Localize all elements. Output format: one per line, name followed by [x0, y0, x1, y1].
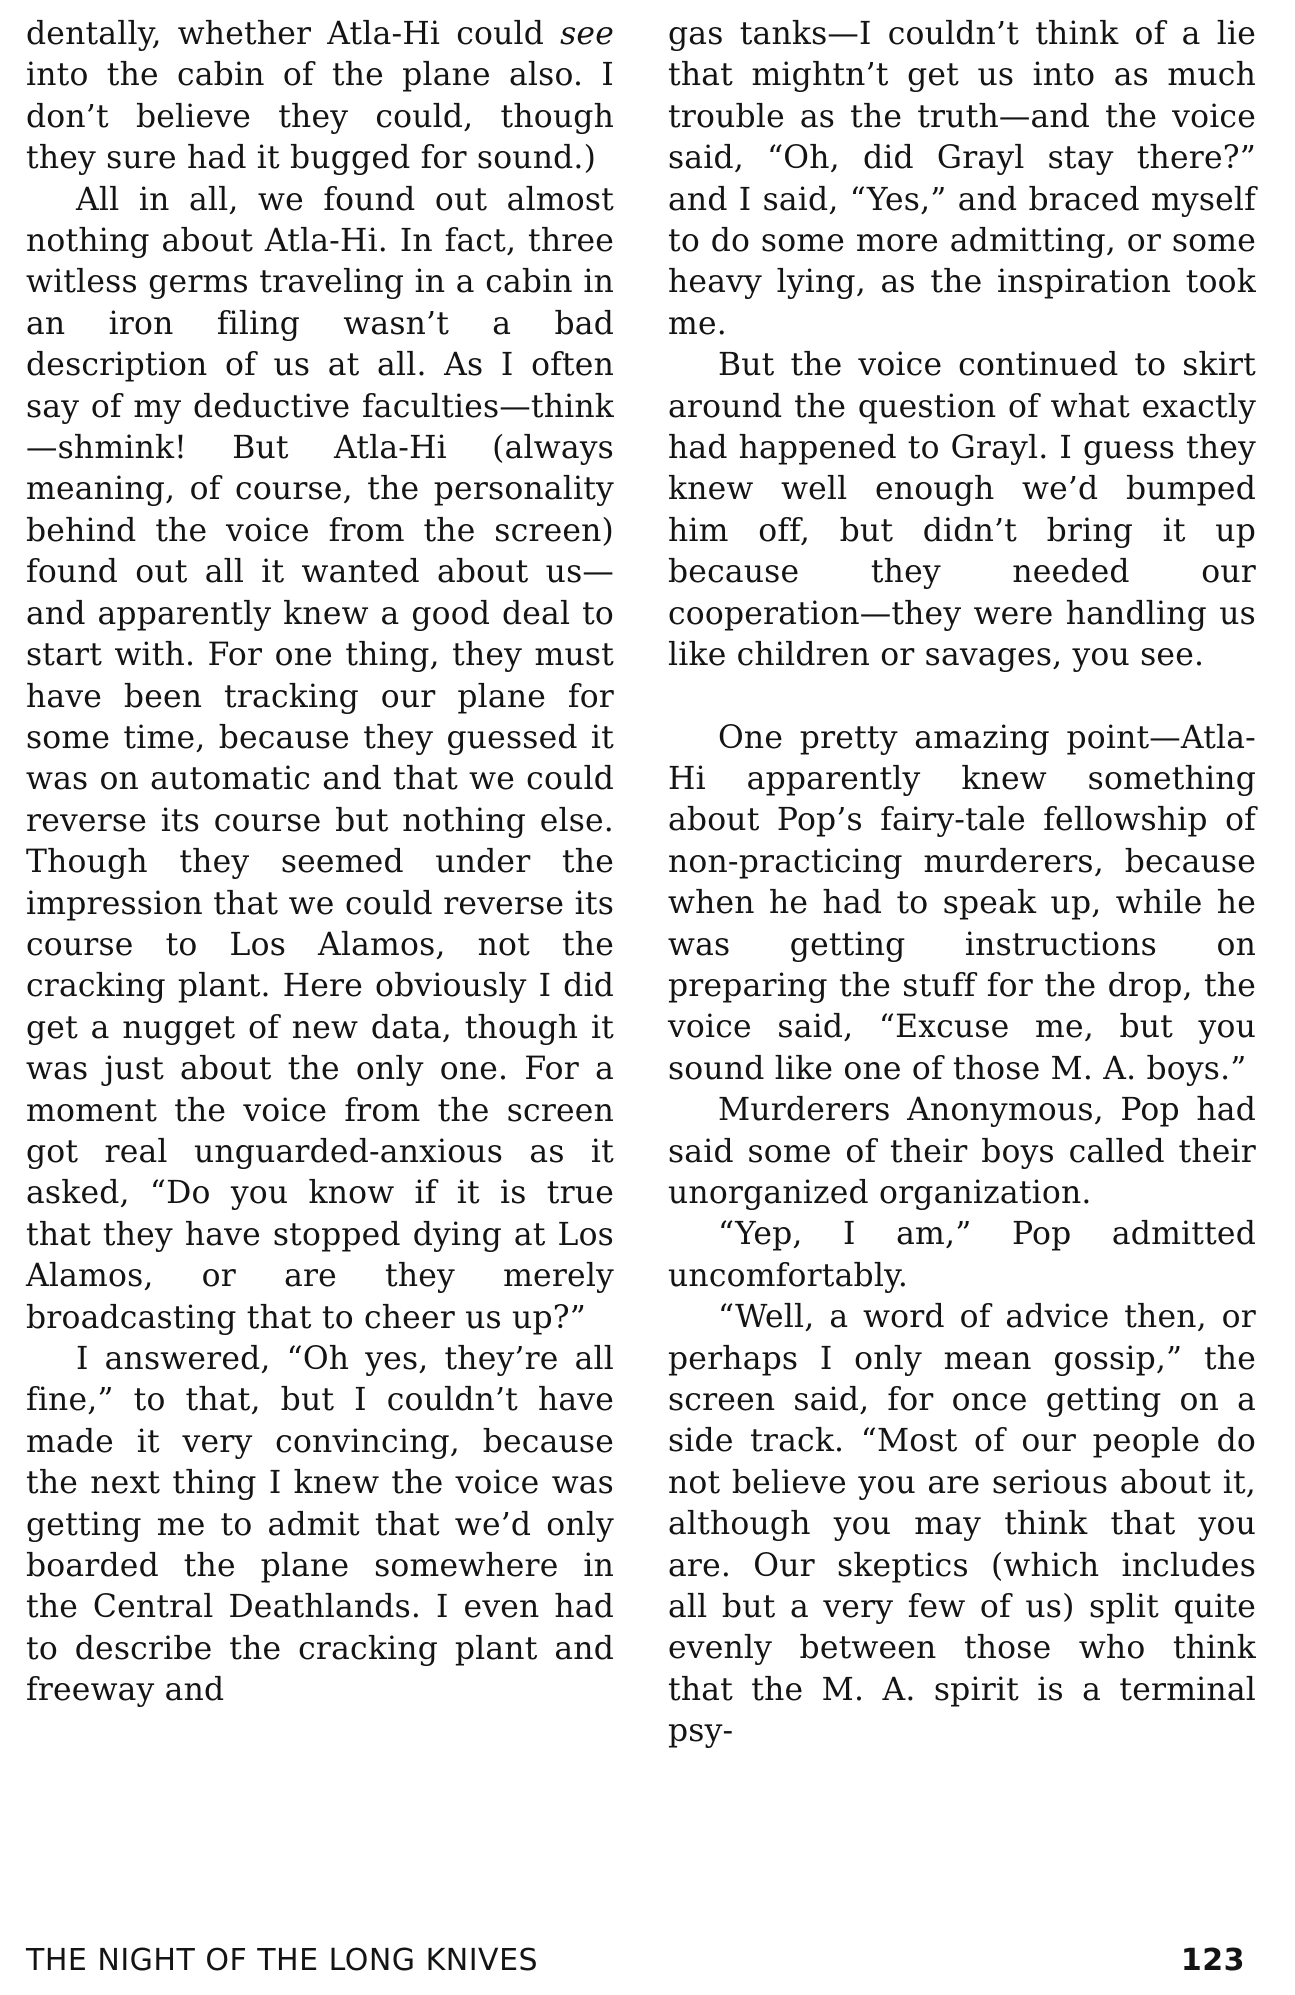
running-title: THE NIGHT OF THE LONG KNIVES: [26, 1942, 539, 1978]
paragraph: Murderers Anonymous, Pop had said some of their boys called their unorganized organization.: [668, 1092, 1256, 1211]
paragraph: But the voice continued to skirt around the question of what exactly had happened to Grayl. I guess they knew well enough we’d bumped him off, but didn’t bring it up because they needed our cooperation—they were handling us like children or savages, you see.: [668, 347, 1256, 674]
paragraph: I answered, “Oh yes, they’re all fine,” to that, but I couldn’t have made it very convincing, because the next thing I knew the voice was getting me to admit that we’d only boarded the plane somewhere in the Central Deathlands. I even had to describe the cracking plant and freeway and: [26, 1341, 614, 1709]
page-footer: [26, 1938, 1255, 1982]
paragraph: “Yep, I am,” Pop admitted uncomfortably.: [668, 1216, 1256, 1294]
page-number: 123: [1180, 1942, 1245, 1978]
paragraph: dentally, whether Atla-Hi could see into the cabin of the plane also. I don’t believe they could, though they sure had it bugged for sound.): [26, 16, 614, 177]
paragraph: All in all, we found out almost nothing about Atla-Hi. In fact, three witless germs traveling in a cabin in an iron filing wasn’t a bad description of us at all. As I often say of my deductive faculties—think—shmink! But Atla-Hi (always meaning, of course, the personality behind the voice from the screen) found out all it wanted about us—and apparently knew a good deal to start with. For one thing, they must have been tracking our plane for some time, because they guessed it was on automatic and that we could reverse its course but nothing else. Though they seemed under the impression that we could reverse its course to Los Alamos, not the cracking plant. Here obviously I did get a nugget of new data, though it was just about the only one. For a moment the voice from the screen got real unguarded-anxious as it asked, “Do you know if it is true that they have stopped dying at Los Alamos, or are they merely broadcasting that to cheer us up?”: [26, 181, 614, 1336]
paragraph: “Well, a word of advice then, or perhaps I only mean gossip,” the screen said, for once getting on a side track. “Most of our people do not believe you are serious about it, although you may think that you are. Our skeptics (which includes all but a very few of us) split quite evenly between those who think that the M. A. spirit is a terminal psy-: [668, 1299, 1256, 1750]
paragraph: gas tanks—I couldn’t think of a lie that mightn’t get us into as much trouble as the truth—and the voice said, “Oh, did Grayl stay there?” and I said, “Yes,” and braced myself to do some more admitting, or some heavy lying, as the inspiration took me.: [668, 16, 1256, 342]
left-column: [26, 14, 614, 1712]
right-column: [668, 14, 1256, 1753]
paragraph: One pretty amazing point—Atla-Hi apparently knew something about Pop’s fairy-tale fellowship of non-practicing murderers, because when he had to speak up, while he was getting instructions on preparing the stuff for the drop, the voice said, “Excuse me, but you sound like one of those M. A. boys.”: [668, 719, 1256, 1087]
